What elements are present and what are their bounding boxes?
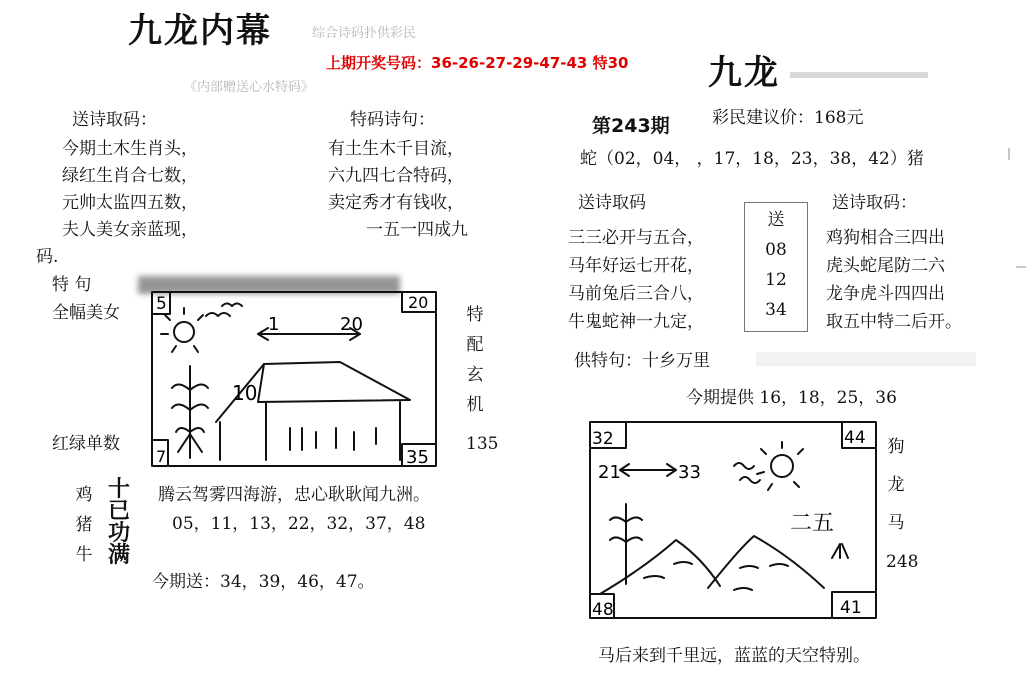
right-poem2-line-3: 龙争虎斗四四出 <box>826 284 945 304</box>
left-subtitle-faint: 综合诗码扑供彩民 <box>312 26 417 41</box>
right-poem2-line-2: 虎头蛇尾防二六 <box>826 256 945 276</box>
left-side-char-3: 玄 <box>466 365 484 385</box>
left-side-number: 135 <box>466 434 499 454</box>
red-green-odd-label: 红绿单数 <box>52 434 120 454</box>
send-box-label: 送 <box>767 210 785 230</box>
zodiac-char-3: 牛 <box>75 545 93 565</box>
r-fig-arrow-right-num: 33 <box>678 462 701 483</box>
left-poem-line-3: 元帅太监四五数， <box>62 193 198 213</box>
right-poem1-line-2: 马年好运七开花， <box>568 256 704 276</box>
mountain-icon-2 <box>708 536 824 588</box>
left-numbers-row: 05，11，13，22，32，37，48 <box>172 514 426 534</box>
special-poem-line-4: 一五一四成九 <box>366 220 468 240</box>
fig-num-tr: 20 <box>408 293 429 312</box>
zodiac-char-2: 猪 <box>75 515 93 535</box>
right-poem2-line-4: 取五中特二后开。 <box>826 312 962 332</box>
faint-stroke <box>790 72 928 78</box>
brush-char-4: 满 <box>108 542 131 568</box>
fig-num-bl: 7 <box>156 447 167 466</box>
edge-mark <box>1008 148 1024 160</box>
r-fig-num-tl: 32 <box>592 429 614 449</box>
left-poem-line-1: 今期土木生肖头， <box>62 139 198 159</box>
zodiac-char-1: 鸡 <box>75 485 93 505</box>
left-sketch-figure <box>140 282 450 472</box>
left-side-char-1: 特 <box>466 305 484 325</box>
send-box-num-1: 08 <box>765 240 787 260</box>
sun-icon-2 <box>771 455 793 477</box>
zodiac-number-row: 蛇（02，04， ，17，18，23，38，42）猪 <box>580 149 924 169</box>
left-poem-header: 送诗取码： <box>72 110 157 130</box>
brush-char-1: 十 <box>108 476 131 502</box>
fig-arrow-right-num: 20 <box>340 314 363 335</box>
fig-arrow-left-num: 1 <box>268 314 280 335</box>
r-fig-arrow-left-num: 21 <box>598 462 621 483</box>
brush-vertical <box>108 476 131 568</box>
brush-char-3: 功 <box>108 520 131 546</box>
r-fig-num-br: 41 <box>840 598 862 618</box>
right-poem2-header: 送诗取码： <box>832 193 917 213</box>
right-poem2-line-1: 鸡狗相合三四出 <box>826 228 945 248</box>
special-poem-line-3: 卖定秀才有钱收， <box>328 193 464 213</box>
brush-char-2: 已 <box>108 498 131 524</box>
right-title: 九龙 <box>708 53 780 93</box>
house-icon <box>258 362 410 402</box>
mountain-icon-1 <box>600 540 720 594</box>
fig-num-tl: 5 <box>156 294 167 314</box>
r-fig-num-bl: 48 <box>592 600 614 620</box>
right-poem1-line-1: 三三必开与五合， <box>568 228 704 248</box>
right-side-char-3: 马 <box>887 513 905 533</box>
tengyun-poem: 腾云驾雾四海游，忠心耿耿闻九洲。 <box>158 485 430 505</box>
sun-icon <box>174 322 194 342</box>
edge-mark-2 <box>1016 266 1026 268</box>
left-title: 九龙内幕 <box>128 11 272 51</box>
right-side-vertical <box>886 428 906 542</box>
left-poem-line-2: 绿红生肖合七数， <box>62 166 198 186</box>
zodiac-vertical <box>74 480 94 570</box>
right-poem1-header: 送诗取码 <box>578 193 646 213</box>
special-poem-line-1: 有土生木千目流， <box>328 139 464 159</box>
left-send-row: 今期送：34，39，46，47。 <box>152 572 375 592</box>
left-side-char-2: 配 <box>466 335 484 355</box>
today-provide: 今期提供 16，18，25，36 <box>686 388 897 408</box>
suggested-price: 彩民建议价：168元 <box>712 108 864 128</box>
last-draw-numbers: 上期开奖号码：36-26-27-29-47-43 特30 <box>326 54 629 72</box>
send-box-num-2: 12 <box>765 270 787 290</box>
right-side-char-2: 龙 <box>887 475 905 495</box>
right-poem1-line-4: 牛鬼蛇神一九定， <box>568 312 704 332</box>
full-beauty-label: 全幅美女 <box>52 303 120 323</box>
special-poem-header: 特码诗句： <box>350 110 435 130</box>
fig-num-br: 35 <box>406 447 429 468</box>
right-side-number: 248 <box>886 552 919 572</box>
fig-wall-num: 10 <box>232 381 258 405</box>
special-phrase: 供特句：十乡万里 <box>574 351 710 371</box>
special-poem-line-2: 六九四七合特码， <box>328 166 464 186</box>
send-box-num-3: 34 <box>765 300 787 320</box>
r-fig-num-tr: 44 <box>844 428 866 448</box>
r-fig-hand-text: 二五 <box>790 511 835 536</box>
left-poem-tail: 码. <box>36 247 59 267</box>
left-note-faint: 《内部赠送心水特码》 <box>184 80 315 95</box>
issue-number: 第243期 <box>592 115 670 137</box>
left-side-char-4: 机 <box>466 395 484 415</box>
faint-band <box>756 352 976 366</box>
tejv-label: 特 句 <box>52 275 92 295</box>
right-side-char-1: 狗 <box>887 437 905 457</box>
right-bottom-poem: 马后来到千里远，蓝蓝的天空特别。 <box>598 646 870 666</box>
left-poem-line-4: 夫人美女亲蓝现， <box>62 220 198 240</box>
right-sketch-figure <box>584 418 884 624</box>
left-side-vertical <box>465 300 485 420</box>
right-poem1-line-3: 马前兔后三合八， <box>568 284 704 304</box>
send-number-box <box>744 202 808 332</box>
